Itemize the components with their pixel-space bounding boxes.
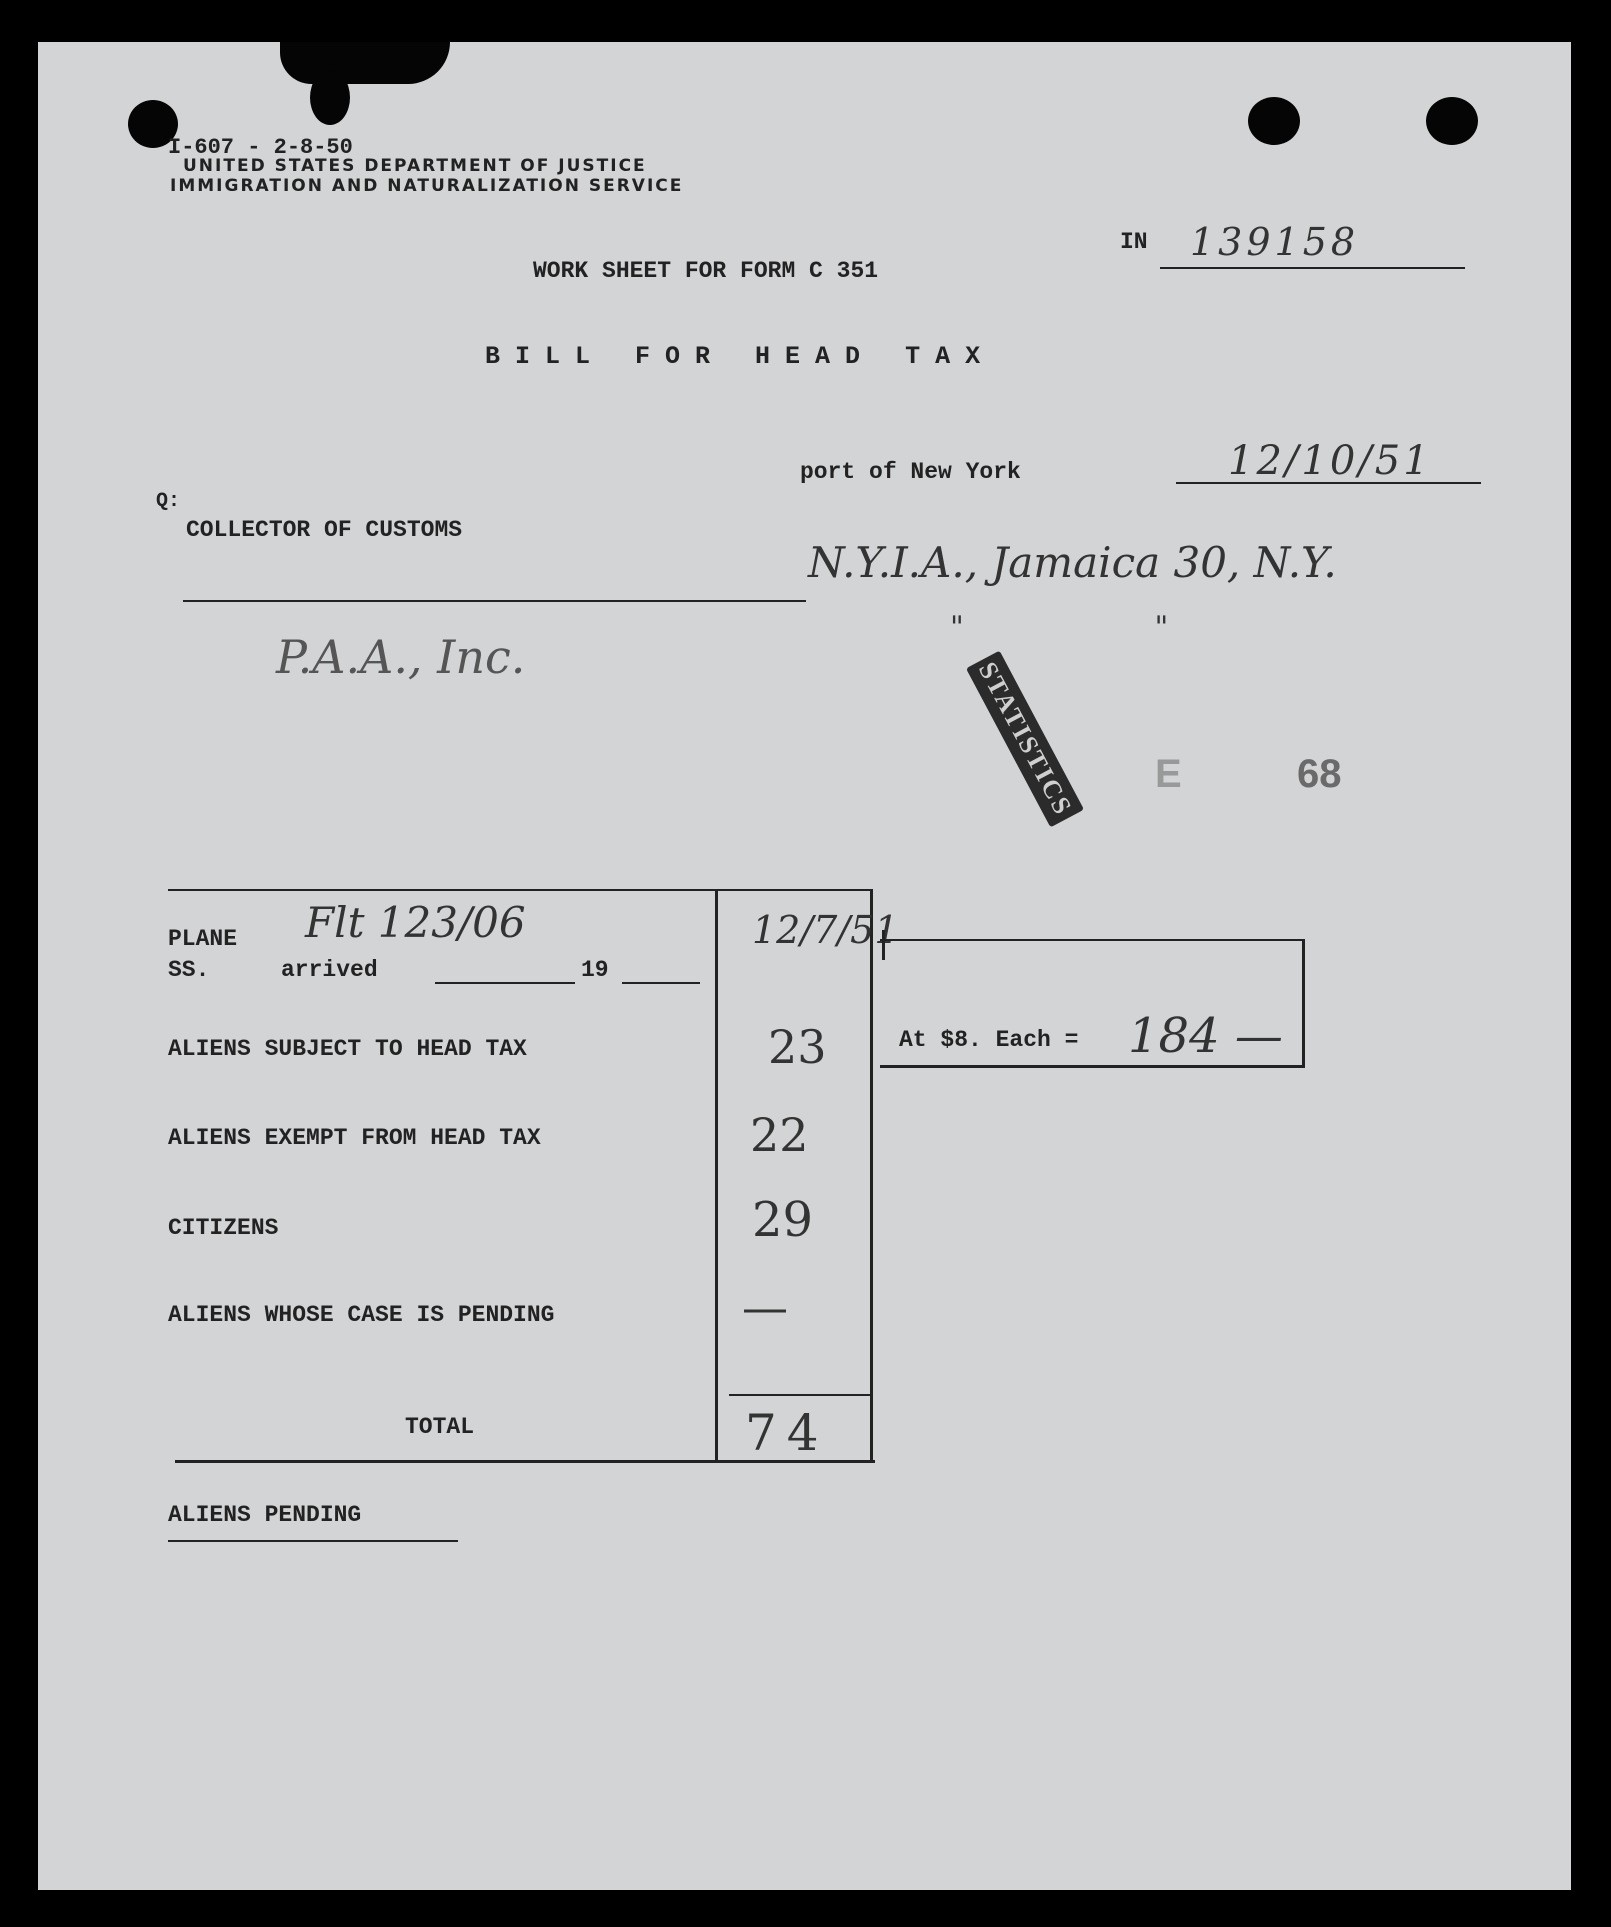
total-upper-rule [729, 1394, 870, 1396]
date-underline [1176, 482, 1481, 484]
ink-blot [310, 70, 350, 125]
form-code: I-607 - 2-8-50 [168, 135, 353, 160]
row-label-pending: ALIENS WHOSE CASE IS PENDING [168, 1302, 555, 1328]
ditto-marks: " " [950, 610, 1169, 645]
tax-amount: 184 — [1128, 1008, 1283, 1064]
collector-label: COLLECTOR OF CUSTOMS [186, 517, 463, 543]
ss-label: SS. [168, 957, 210, 983]
plane-label: PLANE [168, 926, 238, 952]
location-handwritten: N.Y.I.A., Jamaica 30, N.Y. [808, 538, 1337, 587]
stamp-code-prefix: E [1155, 752, 1182, 796]
in-label: IN [1120, 229, 1148, 255]
to-label: Q: [156, 490, 181, 513]
agency-line-1: UNITED STATES DEPARTMENT OF JUSTICE [183, 156, 647, 176]
carrier-handwritten: P.A.A., Inc. [276, 630, 526, 684]
tax-box-left-tick [882, 930, 885, 960]
total-label: TOTAL [405, 1414, 475, 1440]
arrival-date: 12/7/51 [752, 908, 899, 952]
row-label-subject: ALIENS SUBJECT TO HEAD TAX [168, 1036, 527, 1062]
table-col-left [715, 889, 718, 1460]
collector-underline [183, 600, 806, 602]
stamp-text: STATISTICS [972, 657, 1078, 821]
row-value-pending: — [742, 1280, 788, 1334]
bill-title: B I L L F O R H E A D T A X [485, 342, 981, 371]
flight-handwritten: Flt 123/06 [305, 898, 526, 947]
aliens-pending-underline [168, 1540, 458, 1542]
torn-corner-blot [280, 42, 450, 84]
tax-label: At $8. Each = [899, 1027, 1079, 1053]
punch-hole-right [1426, 97, 1478, 145]
arrived-label: arrived [281, 957, 378, 983]
worksheet-title: WORK SHEET FOR FORM C 351 [533, 258, 879, 284]
table-top-rule [168, 889, 873, 891]
table-col-right [870, 889, 873, 1460]
row-label-exempt: ALIENS EXEMPT FROM HEAD TAX [168, 1125, 541, 1151]
row-value-citizens: 29 [752, 1192, 814, 1248]
in-number-underline [1160, 267, 1465, 269]
arrived-underline-1 [435, 982, 575, 984]
total-value: 74 [745, 1404, 829, 1462]
stamp-code-number: 68 [1297, 752, 1342, 796]
aliens-pending-label: ALIENS PENDING [168, 1502, 362, 1528]
punch-hole-center-right [1248, 97, 1300, 145]
document-page [38, 42, 1571, 1890]
agency-line-2: IMMIGRATION AND NATURALIZATION SERVICE [170, 176, 684, 196]
port-label: port of New York [800, 459, 1021, 485]
in-number: 139158 [1190, 220, 1360, 264]
arrived-underline-2 [622, 982, 700, 984]
year-prefix: 19 [581, 957, 609, 983]
row-value-exempt: 22 [750, 1108, 809, 1162]
row-value-subject: 23 [768, 1020, 827, 1074]
port-date: 12/10/51 [1228, 438, 1432, 484]
row-label-citizens: CITIZENS [168, 1215, 279, 1241]
